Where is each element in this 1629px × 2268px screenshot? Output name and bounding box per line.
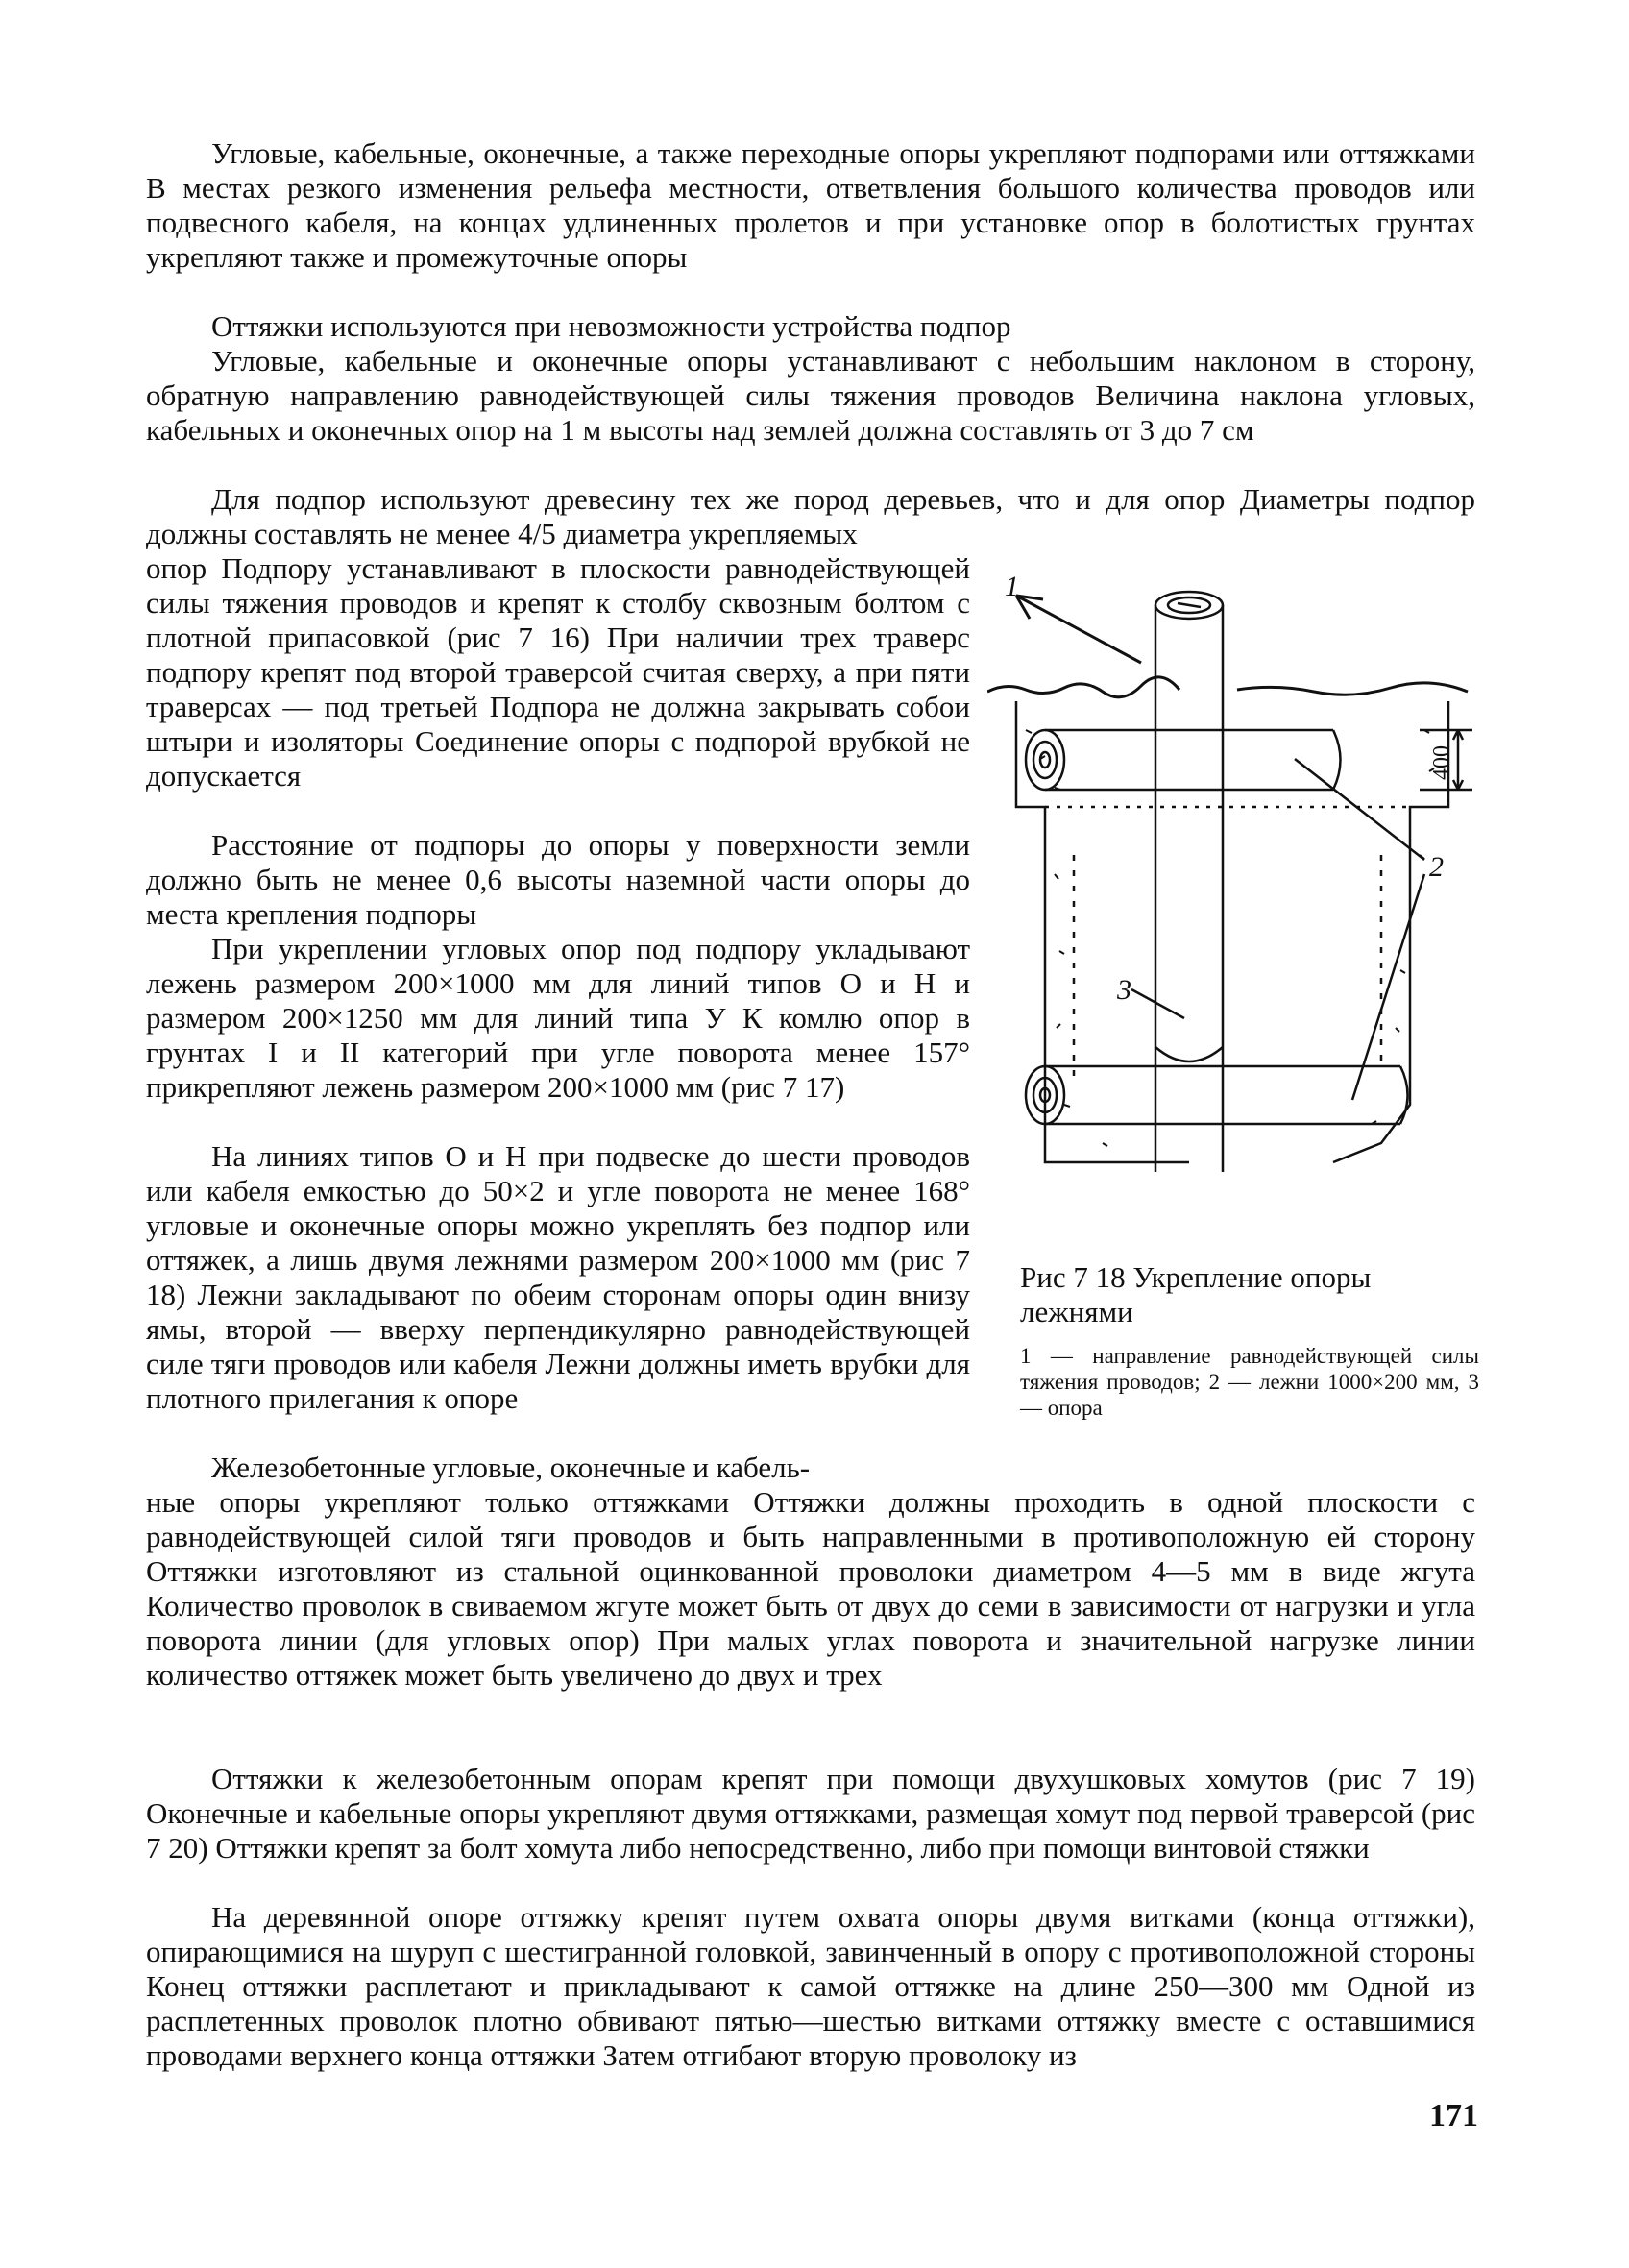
figure-label-3: 3 [1117,974,1131,1006]
paragraph-2: Оттяжки используются при невозможности устройства подпор [211,309,1011,343]
figure-dimension-400: 400 [1429,745,1454,780]
figure-label-2: 2 [1429,851,1444,883]
paragraph-6: Расстояние от подпоры до опоры у поверхности земли должно быть не менее 0,6 высоты наземной части опоры до места крепления подпоры [146,828,970,931]
paragraph-10: ные опоры укрепляют только оттяжками Оттяжки должны проходить в одной плоскости с равнодействующей силой тяги проводов и быть направленными в противоположную ей сторону Оттяжки изготовляют из стальной оцинкованной проволоки диаметром 4—5 мм в виде жгута Количество проволок в свиваемом жгуте может быть от двух до семи в зависимости от нагрузки и угла поворота линии (для угловых опор) При малых углах поворота и значительной нагрузке линии количество оттяжек может быть увеличено до двух и трех [146,1485,1475,1692]
figure-label-1: 1 [1005,571,1019,602]
page-number: 171 [1429,2098,1478,2134]
paragraph-4: Для подпор используют древесину тех же пород деревьев, что и для опор Диаметры подпор должны составлять не менее 4/5 диаметра укрепляемых [146,482,1475,550]
paragraph-8: На линиях типов О и Н при подвеске до шести проводов или кабеля емкостью до 50×2 и угле поворота не менее 168° угловые и оконечные опоры можно укреплять без подпор или оттяжек, а лишь двумя лежнями размером 200×1000 мм (рис 7 18) Лежни закладывают по обеим сторонам опоры один внизу ямы, второй — вверху перпендикулярно равнодействующей силе тяги проводов или кабеля Лежни должны иметь врубки для плотного прилегания к опоре [146,1139,970,1415]
paragraph-12: На деревянной опоре оттяжку крепят путем охвата опоры двумя витками (конца оттяжки), опирающимися на шуруп с шестигранной головкой, завинченный в опору с противоположной стороны Конец оттяжки расплетают и прикладывают к самой оттяжке на длине 250—300 мм Одной из расплетенных проволок плотно обвивают пятью—шестью витками оттяжку вместе с оставшимися проводами верхнего конца оттяжки Затем отгибают вторую проволоку из [146,1900,1475,2072]
pole-reinforcement-figure [987,567,1477,1239]
paragraph-11: Оттяжки к железобетонным опорам крепят при помощи двухушковых хомутов (рис 7 19) Оконечные и кабельные опоры укрепляют двумя оттяжками, размещая хомут под первой траверсой (рис 7 20) Оттяжки крепят за болт хомута либо непосредственно, либо при помощи винтовой стяжки [146,1762,1475,1865]
paragraph-5: опор Подпору устанавливают в плоскости равнодействующей силы тяжения проводов и крепят к столбу сквозным болтом с плотной припасовкой (рис 7 16) При наличии трех траверс подпору крепят под второй траверсой считая сверху, а при пяти траверсах — под третьей Подпора не должна закрывать собои штыри и изоляторы Соединение опоры с подпорой врубкой не допускается [146,551,970,793]
paragraph-7: При укреплении угловых опор под подпору укладывают лежень размером 200×1000 мм для линий типов О и Н и размером 200×1250 мм для линий типа У К комлю опор в грунтах I и II категорий при угле поворота менее 157° прикрепляют лежень размером 200×1000 мм (рис 7 17) [146,932,970,1104]
paragraph-9: Железобетонные угловые, оконечные и кабель- [211,1451,811,1484]
paragraph-1: Угловые, кабельные, оконечные, а также переходные опоры укрепляют подпорами или оттяжками В местах резкого изменения рельефа местности, ответвления большого количества проводов или подвесного кабеля, на концах удлиненных пролетов и при установке опор в болотистых грунтах укрепляют также и промежуточные опоры [146,136,1475,274]
figure-caption-legend: 1 — направление равнодействующей силы тяжения проводов; 2 — лежни 1000×200 мм, 3 — опора [1020,1344,1479,1420]
paragraph-3: Угловые, кабельные и оконечные опоры устанавливают с небольшим наклоном в сторону, обратную направлению равнодействующей силы тяжения проводов Величина наклона угловых, кабельных и оконечных опор на 1 м высоты над землей должна составлять от 3 до 7 см [146,344,1475,447]
figure-caption-title: Рис 7 18 Укрепление опоры лежнями [1020,1260,1372,1329]
